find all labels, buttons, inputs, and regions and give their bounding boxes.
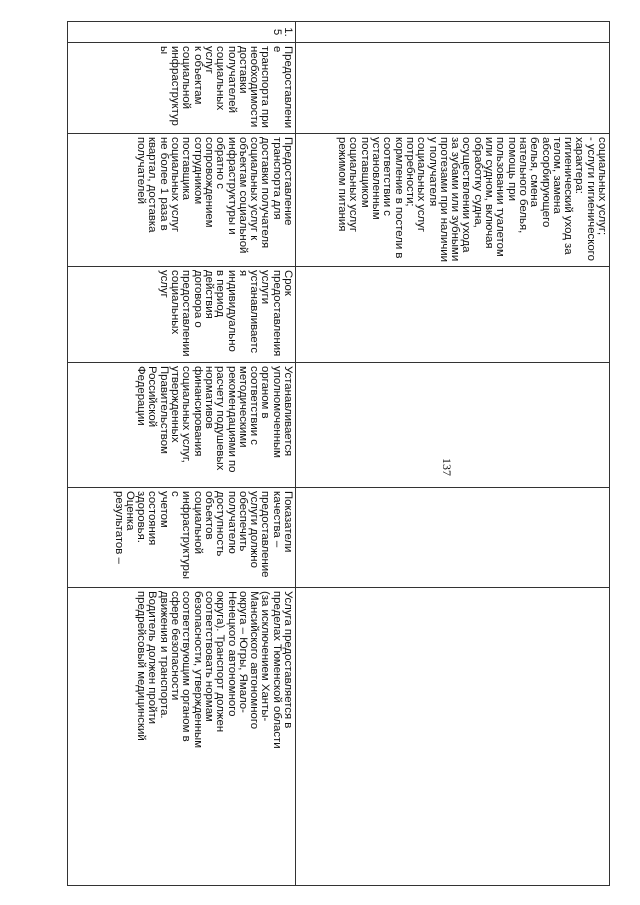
table-row [68,22,296,886]
cell-conditions: Услуга предоставляется в пределах Тюменской области (за исключением Ханты- Мансийского автономного округа – Югры, Ямало- Ненецкого автономного округа). Транспорт должен соответствовать нормам безопасности, утвержденным соответствующим органом в сфере безопасности движения и транспорта. Водитель должен пройти предрейсовый медицинский [68,588,296,886]
cell-service-content: Предоставление транспорта для доставки получателя социальных услуг к объектам социальной инфраструктуры и обратно с сопровождением сотрудником поставщика социальных услуг не более 1 раза в квартал, доставка получателей [68,134,296,267]
cell-cost [296,363,610,488]
cell-term [296,267,610,363]
table-row [296,22,610,886]
services-table [67,21,610,886]
cell-number [296,22,610,43]
services-table-rotated [68,21,610,885]
cell-service-name [296,43,610,134]
cell-quality [296,488,610,588]
page-number: 137 [440,458,454,476]
cell-term: Срок предоставления услуги устанавливается индивидуально в период действия договора о предоставлении социальных услуг [68,267,296,363]
cell-number: 1.5 [68,22,296,43]
cell-service-name: Предоставление транспорта при необходимости доставки получателей социальных услуг к объектам социальной инфраструктуры [68,43,296,134]
cell-quality: Показатели качества – предоставление услуги должно обеспечить получателю доступность объектов социальной инфраструктуры с учетом состояния здоровья. Оценка результатов – [68,488,296,588]
cell-conditions [296,588,610,886]
cell-service-content: социальных услуг; - услуги гигиенического характера: гигиенический уход за телом, замена абсорбирующего белья, смена нательного белья, помощь при пользовании туалетом или судном, включая обработку судна, осуществлении ухода за зубами или зубными протезами при наличии у получателя социальных услуг потребности; кормление в постели в соответствии с установленным поставщиком социальных услуг режимом питания [296,134,610,267]
cell-cost: Устанавливается уполномоченным органом в соответствии с методическими рекомендациями по расчету подушевых нормативов финансирования социальных услуг, утвержденных Правительством Российской Федерации [68,363,296,488]
